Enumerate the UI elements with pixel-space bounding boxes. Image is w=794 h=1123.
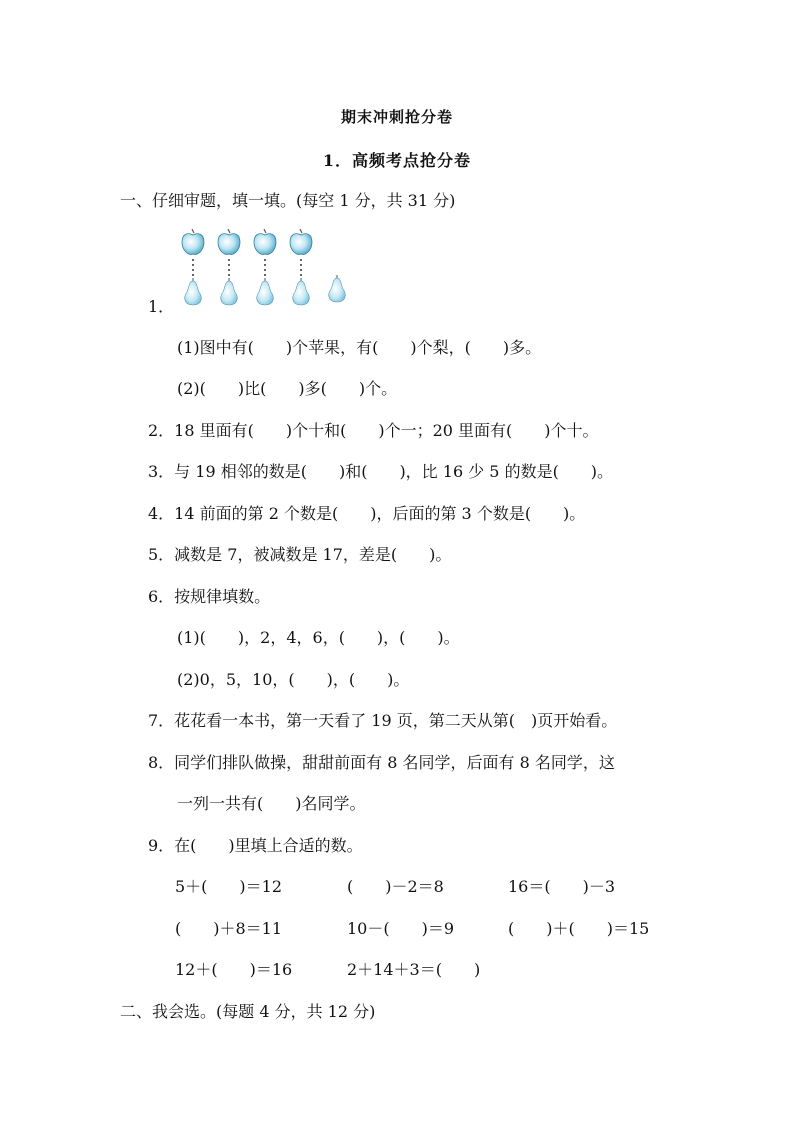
equation: 2＋14＋3＝( )	[347, 960, 481, 979]
page-title: 期末冲刺抢分卷	[340, 108, 453, 126]
equation: 16＝( )－3	[508, 877, 616, 896]
question-1-part-1: (1)图中有( )个苹果，有( )个梨，( )多。	[177, 338, 542, 357]
pear-icon	[293, 278, 309, 305]
pear-icon	[329, 275, 345, 302]
dotted-connector-lines	[192, 259, 302, 276]
apples-pears-figure	[178, 228, 358, 308]
question-8-line-1: 8．同学们排队做操，甜甜前面有 8 名同学，后面有 8 名同学，这	[148, 753, 615, 772]
equation: 5＋( )＝12	[175, 877, 283, 896]
equation: ( )＋( )＝15	[508, 919, 650, 938]
question-4: 4．14 前面的第 2 个数是( )，后面的第 3 个数是( )。	[148, 504, 586, 523]
equation: ( )－2＝8	[347, 877, 444, 896]
page-subtitle: 1．高频考点抢分卷	[322, 151, 472, 170]
equation: 12＋( )＝16	[175, 960, 293, 979]
question-8-line-2: 一列一共有( )名同学。	[177, 794, 366, 813]
question-1-part-2: (2)( )比( )多( )个。	[177, 379, 398, 398]
question-7: 7．花花看一本书，第一天看了 19 页，第二天从第( )页开始看。	[148, 711, 618, 730]
question-1-number: 1．	[148, 297, 175, 316]
question-5: 5．减数是 7，被减数是 17，差是( )。	[148, 545, 452, 564]
question-2: 2．18 里面有( )个十和( )个一；20 里面有( )个十。	[148, 421, 599, 440]
section2-heading: 二、我会选。(每题 4 分，共 12 分)	[120, 1002, 376, 1021]
question-3: 3．与 19 相邻的数是( )和( )，比 16 少 5 的数是( )。	[148, 462, 614, 481]
pear-icon	[257, 278, 273, 305]
question-6-part-2: (2)0，5，10，( )，( )。	[177, 670, 410, 689]
apple-icon	[254, 229, 276, 254]
question-9: 9．在( )里填上合适的数。	[148, 836, 363, 855]
question-6: 6．按规律填数。	[148, 587, 271, 606]
apple-icon	[218, 229, 240, 254]
section1-heading: 一、仔细审题，填一填。(每空 1 分，共 31 分)	[120, 191, 456, 210]
apple-icon	[290, 229, 312, 254]
equation: ( )＋8＝11	[175, 919, 283, 938]
apple-icon	[182, 229, 204, 254]
question-6-part-1: (1)( )，2，4，6，( )，( )。	[177, 628, 460, 647]
equation: 10－( )＝9	[347, 919, 455, 938]
pear-icon	[185, 278, 201, 305]
pear-icon	[221, 278, 237, 305]
